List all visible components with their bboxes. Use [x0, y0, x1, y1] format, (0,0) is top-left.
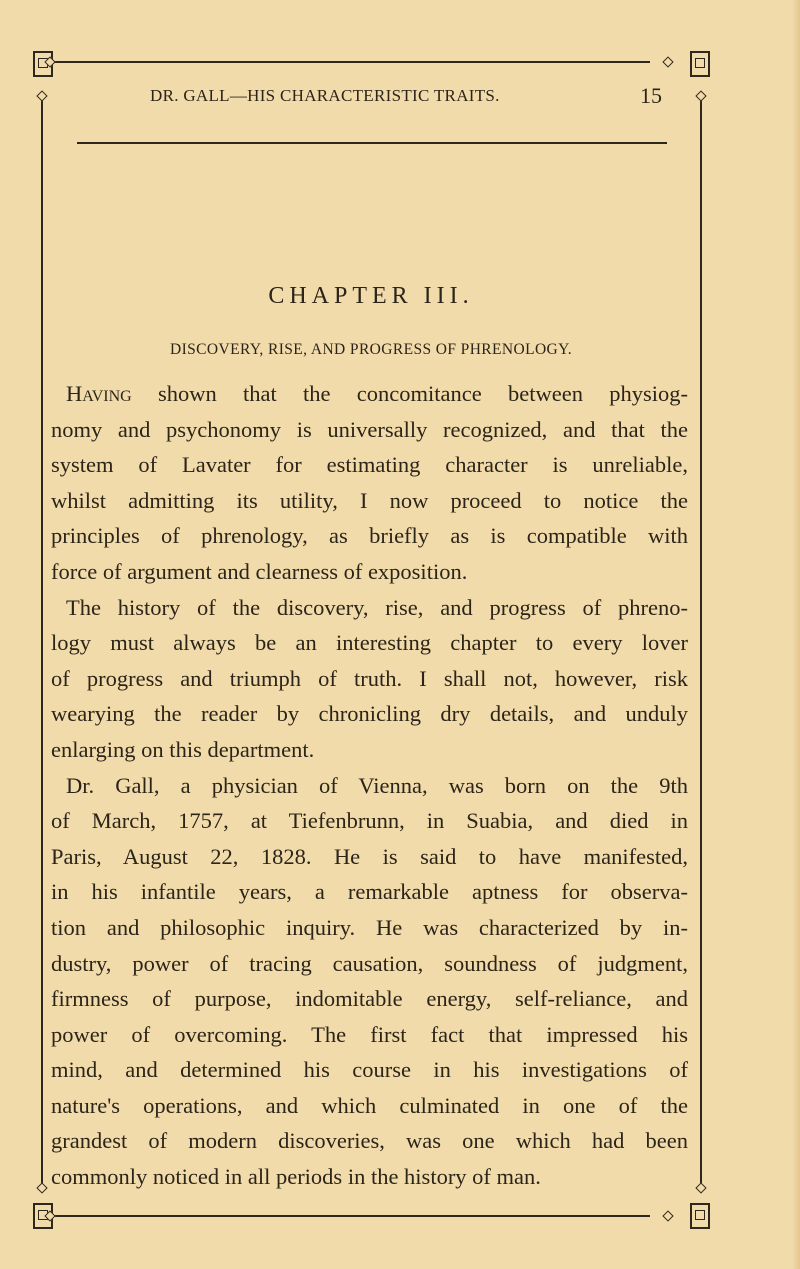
line-text: Dr. Gall, a physician of Vienna, was born on the 9th	[66, 772, 688, 798]
text-line	[51, 839, 688, 875]
paragraph	[51, 768, 688, 1195]
text-line	[51, 1159, 688, 1195]
text-line	[51, 590, 688, 626]
text-line	[51, 483, 688, 519]
diamond-icon	[695, 1182, 706, 1193]
diamond-icon	[36, 90, 47, 101]
line-text: wearying the reader by chronicling dry details, and unduly	[51, 701, 688, 727]
border-bottom	[50, 1215, 650, 1217]
line-text: Paris, August 22, 1828. He is said to have manifested,	[51, 843, 688, 869]
text-line	[51, 874, 688, 910]
corner-ornament-icon	[690, 1203, 710, 1229]
line-text: grandest of modern discoveries, was one which had been	[51, 1128, 688, 1154]
text-line	[51, 554, 688, 590]
line-text: nomy and psychonomy is universally recognized, and that the	[51, 416, 688, 442]
text-line	[51, 1123, 688, 1159]
text-line	[51, 946, 688, 982]
line-text: force of argument and clearness of exposition.	[51, 558, 468, 584]
corner-ornament-icon	[690, 51, 710, 77]
line-text: principles of phrenology, as briefly as is compatible with	[51, 523, 688, 549]
line-text: nature's operations, and which culminated in one of the	[51, 1092, 688, 1118]
diamond-icon	[662, 1210, 673, 1221]
border-left	[41, 96, 43, 1186]
text-line	[51, 1052, 688, 1088]
head-rule	[77, 142, 667, 144]
line-text: tion and philosophic inquiry. He was characterized by in-	[51, 914, 688, 940]
text-line	[51, 768, 688, 804]
line-text: enlarging on this department.	[51, 736, 315, 762]
text-line	[51, 803, 688, 839]
body-text	[51, 376, 688, 1195]
line-text: commonly noticed in all periods in the history of man.	[51, 1164, 541, 1190]
diamond-icon	[695, 90, 706, 101]
line-text: system of Lavater for estimating character is unreliable,	[51, 452, 688, 478]
line-text: firmness of purpose, indomitable energy, self-reliance, and	[51, 986, 688, 1012]
line-text: power of overcoming. The first fact that impressed his	[51, 1021, 688, 1047]
lead-word: Having	[66, 381, 132, 406]
text-line	[51, 981, 688, 1017]
chapter-title: CHAPTER III.	[268, 283, 474, 309]
text-line	[51, 732, 688, 768]
running-head: DR. GALL—HIS CHARACTERISTIC TRAITS.	[150, 86, 500, 105]
text-line	[51, 661, 688, 697]
line-text: in his infantile years, a remarkable aptness for observa-	[51, 879, 688, 905]
text-line	[51, 376, 688, 412]
text-line	[51, 696, 688, 732]
line-text: logy must always be an interesting chapter to every lover	[51, 630, 688, 656]
text-line	[51, 1017, 688, 1053]
border-right	[700, 96, 702, 1186]
book-spine-edge	[792, 0, 800, 1269]
chapter-subtitle: DISCOVERY, RISE, AND PROGRESS OF PHRENOLOGY.	[169, 341, 573, 358]
diamond-icon	[36, 1182, 47, 1193]
line-text: shown that the concomitance between physiog-	[131, 381, 688, 406]
line-text: mind, and determined his course in his investigations of	[51, 1057, 688, 1083]
diamond-icon	[662, 56, 673, 67]
border-top	[50, 61, 650, 63]
line-text: whilst admitting its utility, I now proceed to notice the	[51, 487, 688, 513]
paragraph	[51, 590, 688, 768]
text-line	[51, 1088, 688, 1124]
text-line	[51, 625, 688, 661]
text-line	[51, 518, 688, 554]
line-text: of progress and triumph of truth. I shall not, however, risk	[51, 665, 688, 691]
page-number: 15	[640, 83, 662, 108]
line-text: The history of the discovery, rise, and progress of phreno-	[66, 594, 688, 620]
text-line	[51, 910, 688, 946]
text-line	[51, 412, 688, 448]
paragraph	[51, 376, 688, 590]
line-text: of March, 1757, at Tiefenbrunn, in Suabia, and died in	[51, 808, 688, 834]
line-text: dustry, power of tracing causation, soundness of judgment,	[51, 950, 688, 976]
text-line	[51, 447, 688, 483]
